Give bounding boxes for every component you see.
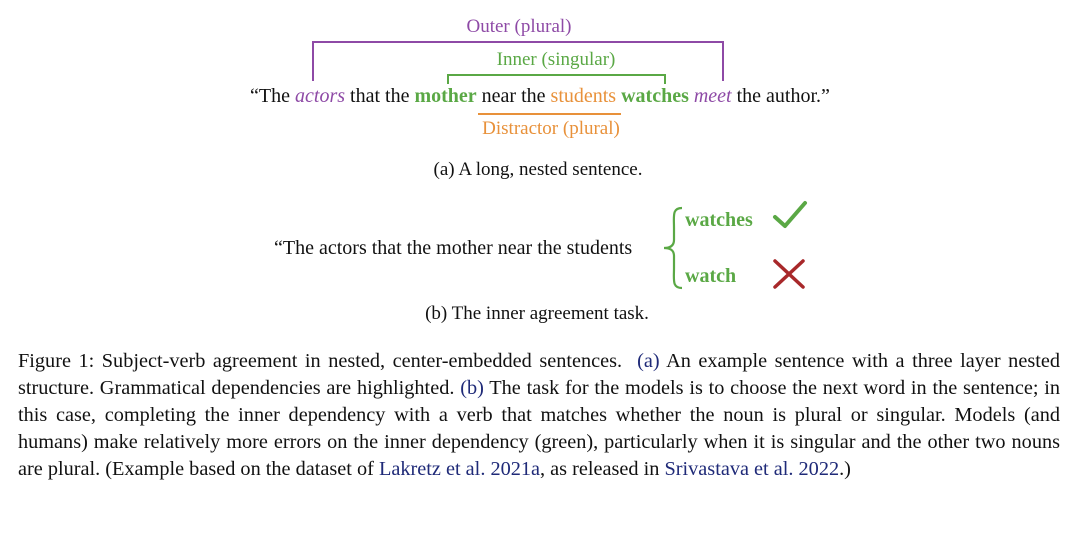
task-sentence-prefix: “The actors that the mother near the students [274,237,633,259]
cross-icon [772,258,806,290]
inner-noun-mother: mother [414,85,477,107]
inner-bracket [447,74,666,84]
curly-brace [660,206,684,290]
outer-verb-meet: meet [693,85,732,107]
nested-sentence [0,85,1080,108]
citation-lakretz-link[interactable]: Lakretz et al. 2021a [378,458,541,480]
caption-b: (b) The inner agreement task. [425,303,649,324]
sentence-near-the: near the [481,85,546,107]
distractor-label: Distractor (plural) [482,118,620,139]
outer-noun-actors: actors [295,85,346,107]
figure-caption [18,348,1060,483]
choice-watches: watches [685,209,753,231]
caption-a: (a) A long, nested sentence. [433,159,643,180]
inner-label: Inner (singular) [496,49,616,70]
sentence-open: “The [250,85,291,107]
checkmark-icon [772,199,808,231]
sentence-close: the author.” [736,85,830,107]
caption-part2: An example sentence with a three layer nested structure. Grammatical dependencies are highlighted. [18,350,1060,399]
caption-part3: The task for the models is to choose the next word in the sentence; in this case, completing the inner dependency with a verb that matches whether the noun is plural or singular. Models (and humans) make relatively more errors on the inner dependency (green), particularly when it is singular and the other two nouns are plural. (Example based on the dataset of [18,377,1060,480]
ref-a-link[interactable]: (a) [637,350,660,372]
choice-watch: watch [685,265,737,287]
caption-part5: .) [839,458,851,480]
distractor-noun-students: students [550,85,617,107]
outer-label: Outer (plural) [466,16,572,37]
sentence-that-the: that the [350,85,410,107]
citation-srivastava-link[interactable]: Srivastava et al. 2022 [664,458,840,480]
caption-part1: Figure 1: Subject-verb agreement in nested, center-embedded sentences. [18,350,623,372]
distractor-underline [478,113,621,115]
inner-verb-watches: watches [621,85,689,107]
caption-part4: , as released in [540,458,660,480]
ref-b-link[interactable]: (b) [460,377,484,399]
